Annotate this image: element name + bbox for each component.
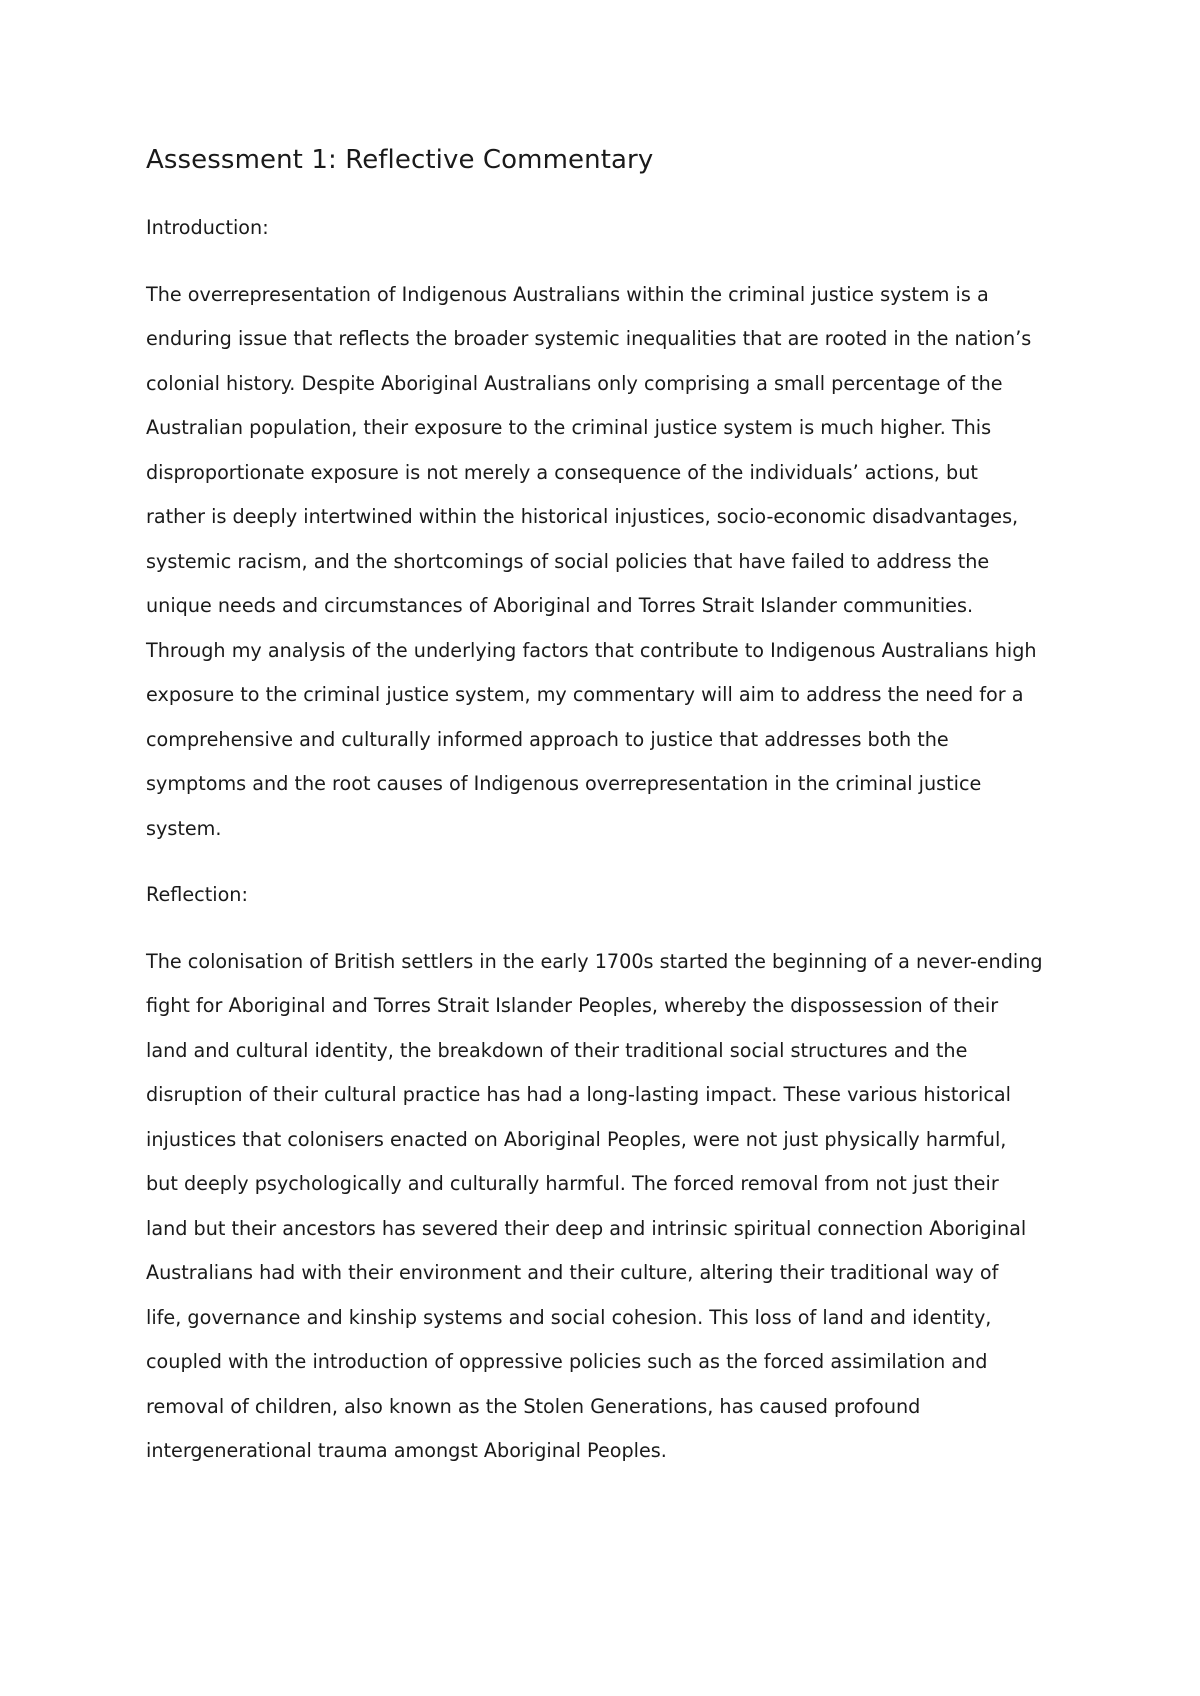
reflection-line: land and cultural identity, the breakdown of their traditional social structures and the [146, 1038, 968, 1062]
reflection-line: life, governance and kinship systems and social cohesion. This loss of land and identity, [146, 1305, 992, 1329]
document-title: Assessment 1: Reflective Commentary [146, 145, 654, 175]
introduction-line: unique needs and circumstances of Aboriginal and Torres Strait Islander communities. [146, 594, 974, 617]
reflection-heading: Reflection: [146, 883, 248, 906]
reflection-line: but deeply psychologically and culturally harmful. The forced removal from not just their [146, 1172, 999, 1195]
introduction-line: Australian population, their exposure to the criminal justice system is much higher. This [146, 416, 992, 439]
introduction-line: disproportionate exposure is not merely a consequence of the individuals’ actions, but [146, 460, 978, 484]
document-body [146, 140, 1076, 1474]
introduction-line: systemic racism, and the shortcomings of social policies that have failed to address the [146, 549, 990, 573]
reflection-line: disruption of their cultural practice has had a long-lasting impact. These various historical [146, 1083, 1012, 1106]
reflection-line: injustices that colonisers enacted on Aboriginal Peoples, were not just physically harmful, [146, 1127, 1007, 1151]
introduction-line: symptoms and the root causes of Indigenous overrepresentation in the criminal justice [146, 772, 982, 795]
reflection-paragraph [146, 940, 1076, 1474]
reflection-line: removal of children, also known as the Stolen Generations, has caused profound [146, 1394, 921, 1418]
introduction-paragraph [146, 273, 1076, 852]
reflection-line: land but their ancestors has severed their deep and intrinsic spiritual connection Aboriginal [146, 1216, 1027, 1240]
introduction-line: rather is deeply intertwined within the historical injustices, socio-economic disadvantages, [146, 505, 1019, 528]
reflection-line: intergenerational trauma amongst Aboriginal Peoples. [146, 1439, 667, 1462]
introduction-line: system. [146, 816, 222, 840]
introduction-line: Through my analysis of the underlying factors that contribute to Indigenous Australians high [146, 638, 1037, 662]
introduction-line: enduring issue that reflects the broader systemic inequalities that are rooted in the nation’s [146, 327, 1032, 350]
introduction-line: The overrepresentation of Indigenous Australians within the criminal justice system is a [146, 282, 989, 306]
reflection-line: fight for Aboriginal and Torres Strait Islander Peoples, whereby the dispossession of their [146, 994, 999, 1017]
introduction-line: colonial history. Despite Aboriginal Australians only comprising a small percentage of the [146, 371, 1003, 395]
reflection-line: coupled with the introduction of oppressive policies such as the forced assimilation and [146, 1350, 988, 1373]
reflection-line: Australians had with their environment and their culture, altering their traditional way of [146, 1261, 999, 1284]
reflection-line: The colonisation of British settlers in the early 1700s started the beginning of a never-ending [146, 949, 1043, 973]
introduction-line: comprehensive and culturally informed approach to justice that addresses both the [146, 727, 949, 751]
introduction-line: exposure to the criminal justice system, my commentary will aim to address the need for a [146, 683, 1024, 706]
introduction-heading: Introduction: [146, 216, 269, 239]
paragraph-spacer [146, 851, 1076, 873]
